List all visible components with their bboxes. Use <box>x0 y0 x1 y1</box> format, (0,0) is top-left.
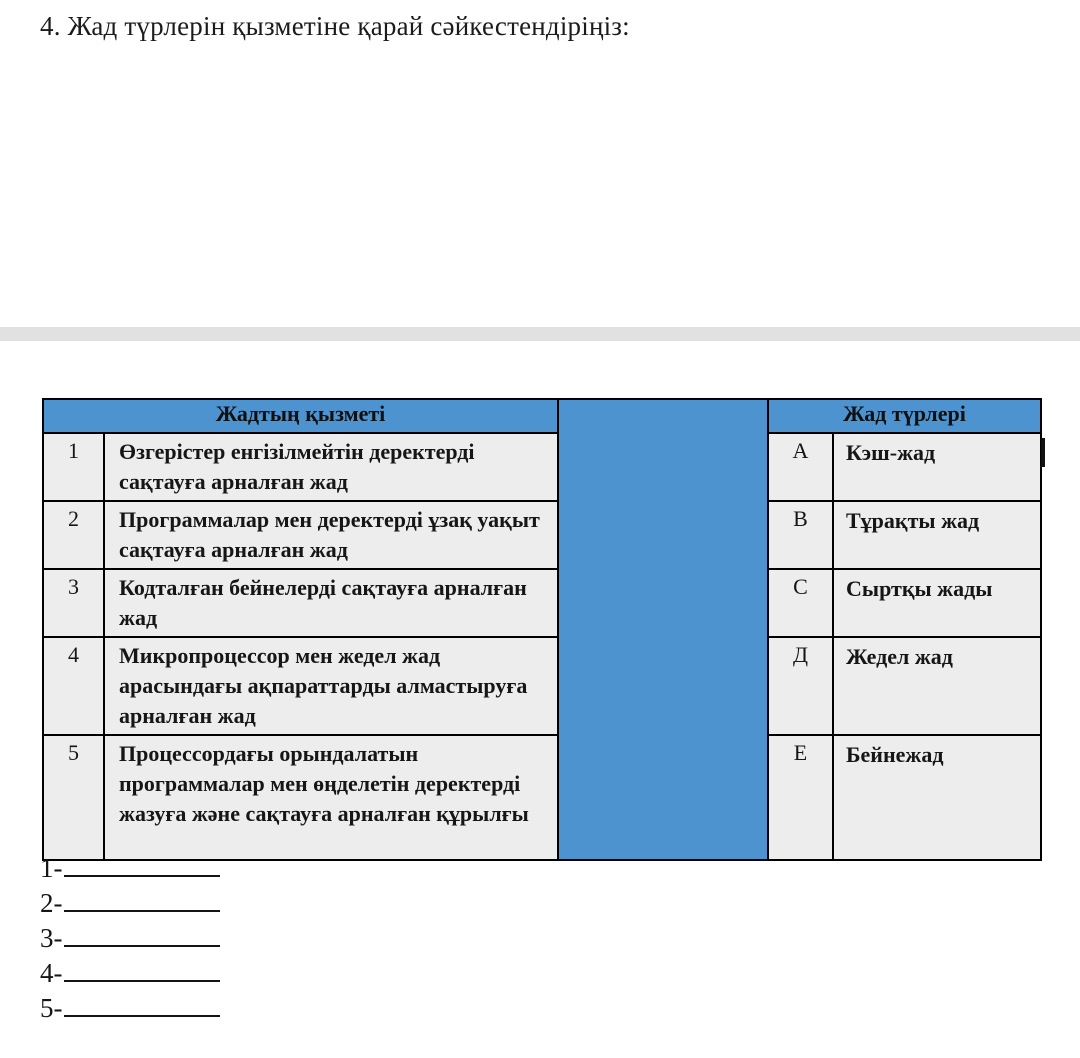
memory-function-text: Кодталған бейнелерді сақтауға арналған жад <box>104 569 558 637</box>
memory-function-text: Өзгерістер енгізілмейтін деректерді сақтауға арналған жад <box>104 433 558 501</box>
answer-line-5 <box>40 993 220 1028</box>
right-table-header: Жад түрлері <box>768 399 1041 433</box>
table-row <box>43 501 1041 569</box>
table-row <box>43 433 1041 501</box>
answer-blank <box>64 923 220 947</box>
row-number: 1 <box>43 433 104 501</box>
table-row <box>43 637 1041 735</box>
answer-label: 5- <box>40 993 63 1023</box>
option-letter: А <box>768 433 833 501</box>
answer-line-2 <box>40 888 220 923</box>
answer-label: 2- <box>40 888 63 918</box>
answer-label: 3- <box>40 923 63 953</box>
memory-function-text: Микропроцессор мен жедел жад арасындағы ақпараттарды алмастыруға арналған жад <box>104 637 558 735</box>
table-header-row <box>43 399 1041 433</box>
answer-line-3 <box>40 923 220 958</box>
answer-line-4 <box>40 958 220 993</box>
option-letter: В <box>768 501 833 569</box>
table-row <box>43 569 1041 637</box>
separator-band <box>0 327 1080 341</box>
option-letter: Д <box>768 637 833 735</box>
text-cursor <box>1041 438 1045 467</box>
row-number: 3 <box>43 569 104 637</box>
memory-function-text: Программалар мен деректерді ұзақ уақыт сақтауға арналған жад <box>104 501 558 569</box>
matching-table <box>42 398 1042 861</box>
row-number: 5 <box>43 735 104 860</box>
answer-line-1 <box>40 853 220 888</box>
row-number: 4 <box>43 637 104 735</box>
memory-type-text: Жедел жад <box>833 637 1041 735</box>
memory-type-text: Кэш-жад <box>833 433 1041 501</box>
question-title: 4. Жад түрлерін қызметіне қарай сәйкестендіріңіз: <box>40 11 630 41</box>
table-row <box>43 735 1041 860</box>
row-number: 2 <box>43 501 104 569</box>
option-letter: Е <box>768 735 833 860</box>
memory-type-text: Бейнежад <box>833 735 1041 860</box>
memory-function-text: Процессордағы орындалатын программалар мен өңделетін деректерді жазуға және сақтауға арналған құрылғы <box>104 735 558 860</box>
answer-blank <box>64 888 220 912</box>
memory-type-text: Тұрақты жад <box>833 501 1041 569</box>
memory-type-text: Сыртқы жады <box>833 569 1041 637</box>
answer-label: 4- <box>40 958 63 988</box>
answer-section <box>40 853 220 1028</box>
answer-blank <box>64 853 220 877</box>
left-table-header: Жадтың қызметі <box>43 399 558 433</box>
answer-label: 1- <box>40 853 63 883</box>
option-letter: С <box>768 569 833 637</box>
answer-blank <box>64 993 220 1017</box>
table-spacer <box>558 399 768 860</box>
answer-blank <box>64 958 220 982</box>
